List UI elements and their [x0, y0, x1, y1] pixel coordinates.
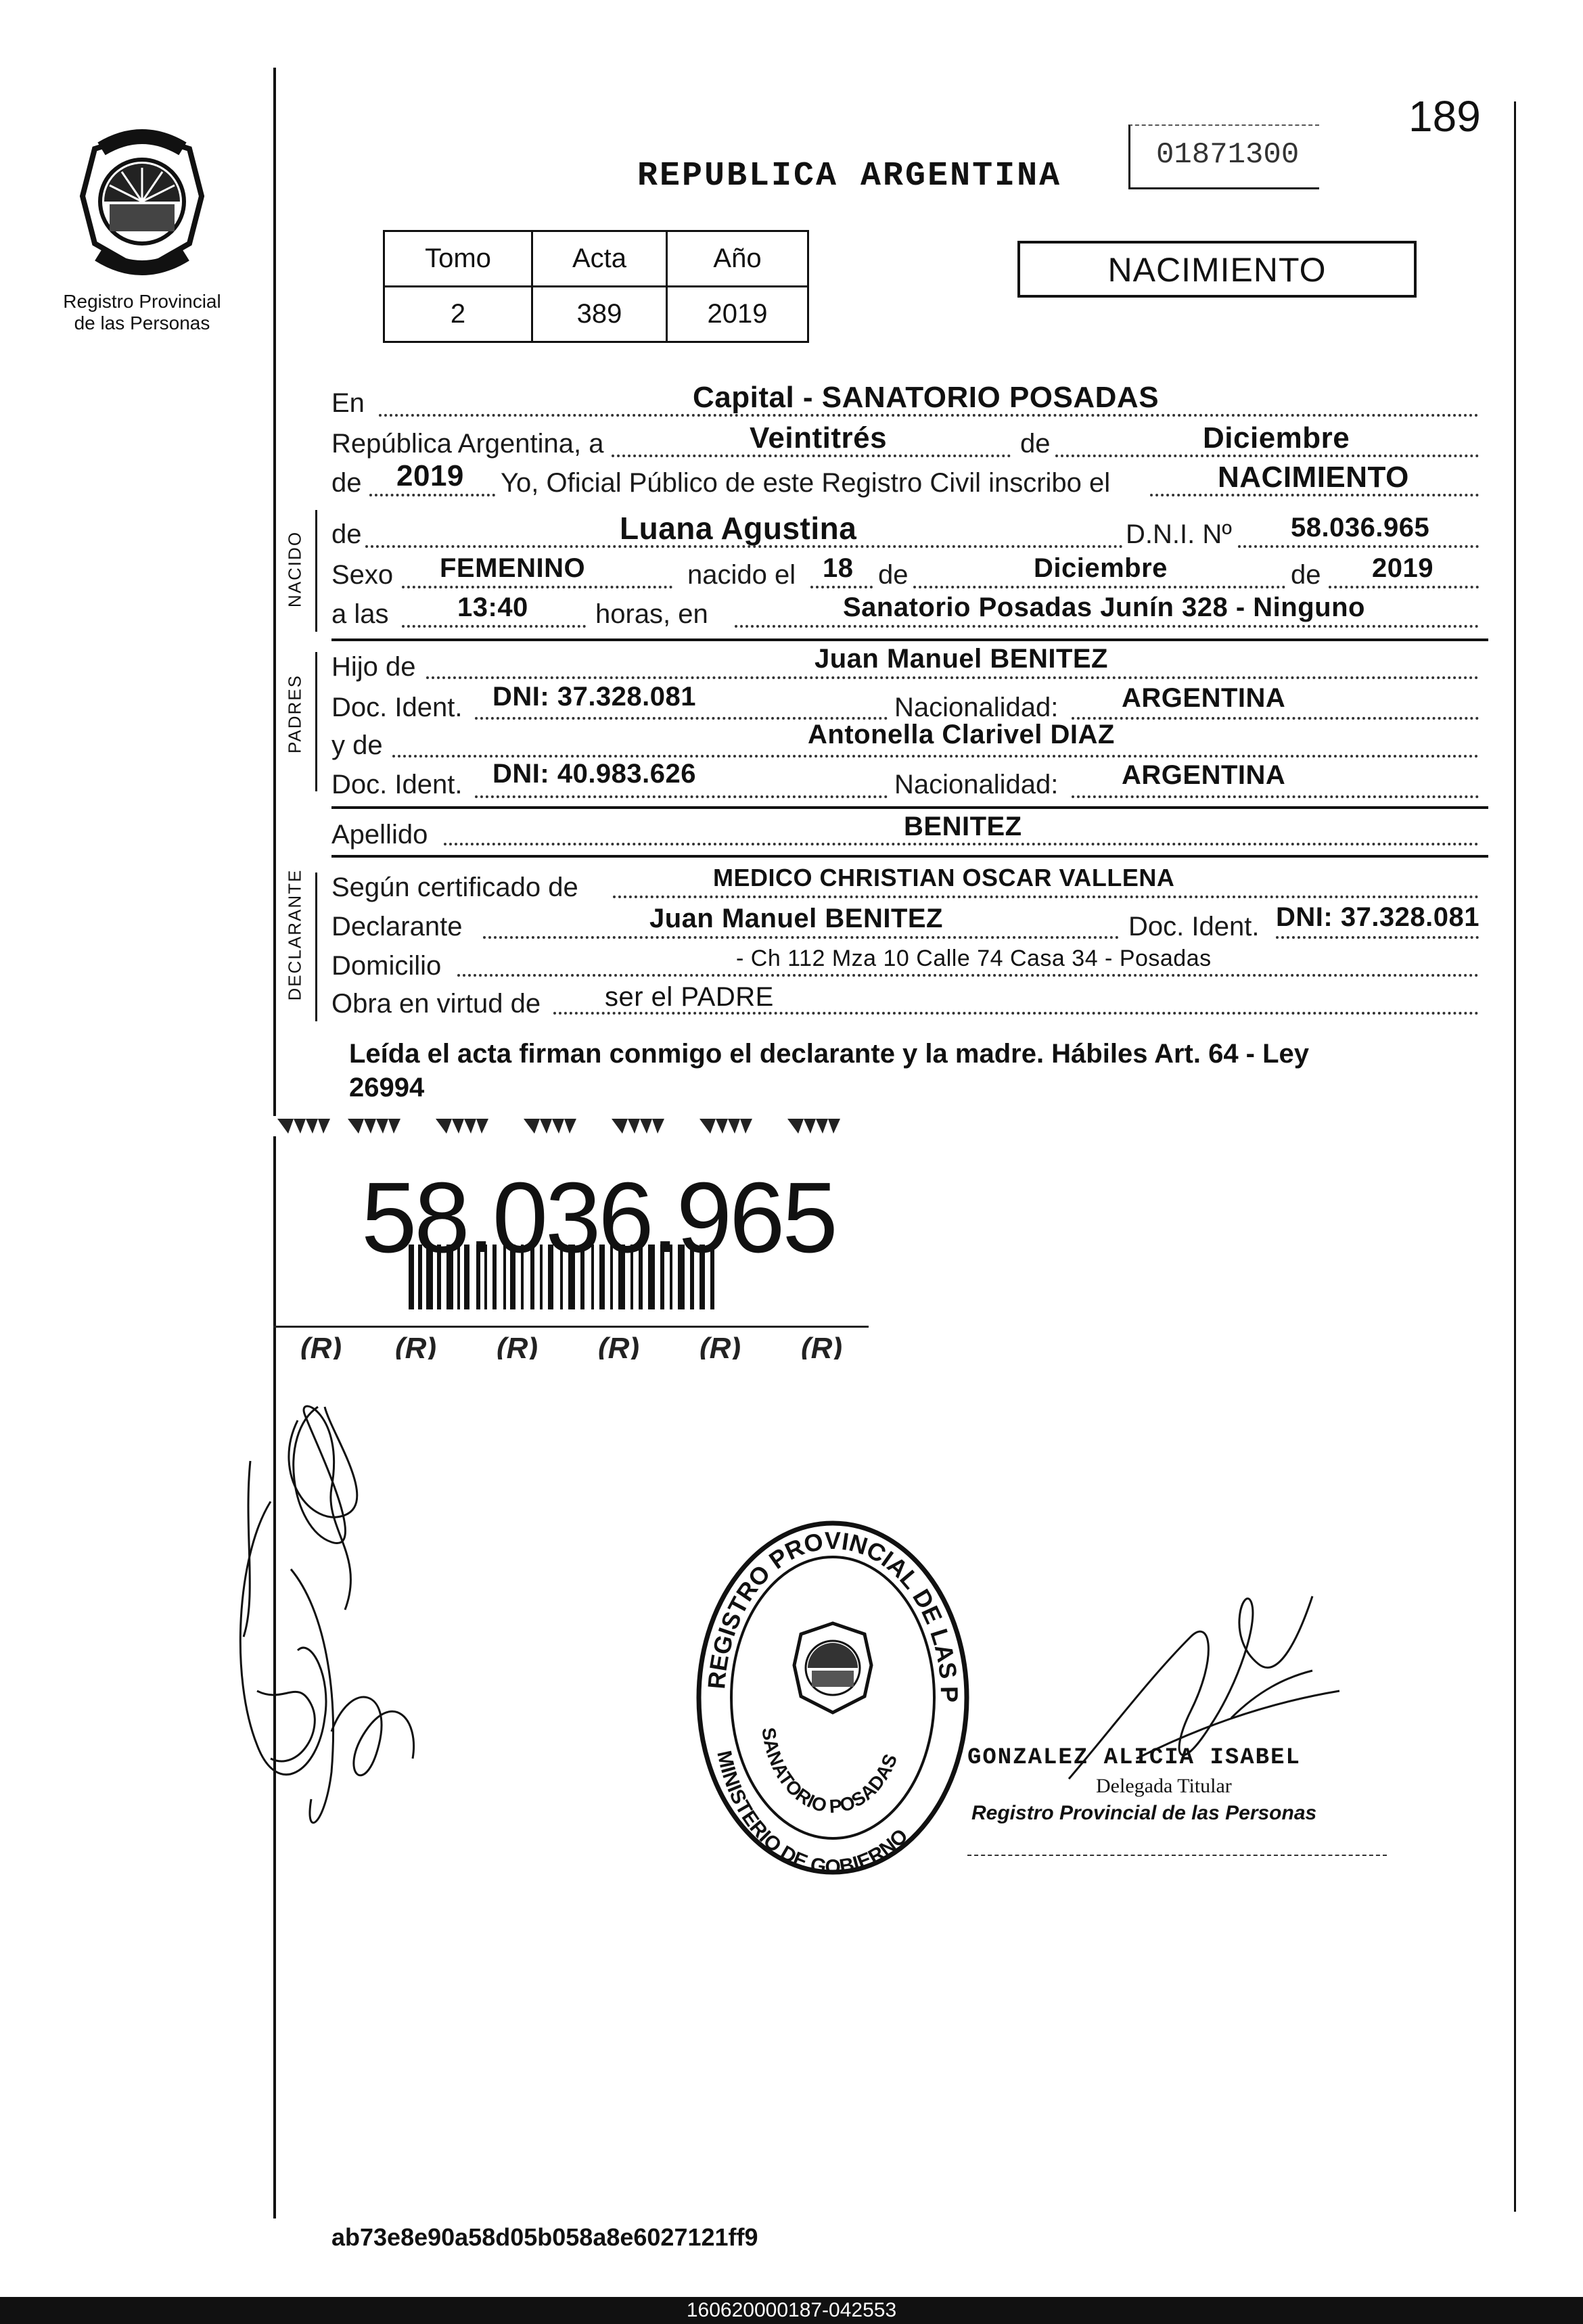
domicilio-label: Domicilio: [331, 951, 442, 981]
hijo-de-label: Hijo de: [331, 652, 416, 682]
dots: [392, 755, 1479, 758]
father-name: Juan Manuel BENITEZ: [815, 644, 1108, 674]
dots: [735, 625, 1479, 628]
footer-code: 160620000187-042553: [686, 2299, 897, 2321]
declarante-label: Declarante: [331, 912, 463, 942]
dots: [457, 974, 1479, 977]
place-value: Capital - SANATORIO POSADAS: [693, 381, 1160, 414]
svg-text:(R): (R): [300, 1332, 342, 1359]
column-header: Tomo: [384, 231, 532, 287]
nacionalidad-label: Nacionalidad:: [894, 770, 1059, 799]
horas-label: horas, en: [595, 599, 708, 629]
footer-bar: [0, 2297, 1583, 2324]
act-value: NACIMIENTO: [1218, 461, 1409, 494]
mother-name: Antonella Clarivel DIAZ: [808, 720, 1115, 749]
declarante-name: Juan Manuel BENITEZ: [649, 904, 943, 933]
y-de-label: y de: [331, 730, 383, 760]
svg-text:SANATORIO POSADAS: [758, 1726, 901, 1817]
de-label: de: [878, 560, 909, 590]
stamp-inner-text: SANATORIO POSADAS: [758, 1726, 902, 1817]
dots: [444, 843, 1479, 845]
republica-label: República Argentina, a: [331, 429, 604, 459]
section-divider: [331, 638, 1488, 641]
record-table-row: [384, 287, 808, 342]
birth-day: 18: [823, 553, 854, 583]
province-logo: [74, 129, 210, 291]
dots: [1072, 717, 1479, 720]
doc-ident-label: Doc. Ident.: [1128, 912, 1260, 942]
domicilio-value: - Ch 112 Mza 10 Calle 74 Casa 34 - Posadas: [736, 946, 1212, 971]
dots: [1238, 545, 1479, 548]
serial-number-box: [1128, 124, 1319, 189]
column-header: Acta: [532, 231, 666, 287]
svg-text:(R): (R): [497, 1332, 538, 1359]
child-dni: 58.036.965: [1291, 513, 1430, 542]
sticker-number: 58.036.965: [361, 1162, 835, 1274]
dots: [810, 586, 873, 588]
sexo-value: FEMENINO: [440, 553, 586, 583]
security-sticker: [273, 1109, 869, 1359]
dots: [379, 414, 1479, 417]
child-name: Luana Agustina: [620, 511, 857, 546]
padres-side-label: PADRES: [284, 674, 305, 753]
en-label: En: [331, 388, 365, 418]
document-hash: ab73e8e90a58d05b058a8e6027121ff9: [331, 2223, 758, 2251]
act-type-box: [1017, 241, 1417, 298]
record-table-header: [384, 231, 808, 287]
obra-value: ser el PADRE: [605, 982, 774, 1012]
de-label: de: [1291, 560, 1321, 590]
column-header: Año: [666, 231, 808, 287]
birth-year: 2019: [1372, 553, 1433, 583]
declarante-doc: DNI: 37.328.081: [1276, 902, 1480, 932]
dots: [426, 676, 1479, 679]
birth-month: Diciembre: [1034, 553, 1168, 583]
certificado-label: Según certificado de: [331, 873, 578, 902]
nacido-el-label: nacido el: [687, 560, 796, 590]
dots: [402, 586, 672, 588]
dots: [483, 936, 1119, 939]
father-nationality: ARGENTINA: [1122, 683, 1286, 713]
stamp-bottom-text: MINISTERIO DE GOBIERNO: [712, 1748, 913, 1879]
dots: [1055, 455, 1479, 457]
doc-ident-label: Doc. Ident.: [331, 770, 463, 799]
padres-bracket: [315, 652, 317, 791]
year-value: 2019: [396, 459, 464, 492]
a-las-label: a las: [331, 599, 389, 629]
serial-number: 01871300: [1156, 138, 1300, 172]
birth-place: Sanatorio Posadas Junín 328 - Ninguno: [843, 592, 1365, 622]
dots: [913, 586, 1285, 588]
svg-text:(R): (R): [395, 1332, 437, 1359]
dots: [1276, 936, 1479, 939]
mother-nationality: ARGENTINA: [1122, 760, 1286, 790]
section-divider: [331, 806, 1488, 809]
dots: [553, 1012, 1479, 1015]
de-label: de: [331, 468, 362, 498]
de-label: de: [331, 519, 362, 549]
signatory-office: Registro Provincial de las Personas: [971, 1802, 1317, 1824]
country-title: REPUBLICA ARGENTINA: [637, 157, 1062, 195]
certificado-value: MEDICO CHRISTIAN OSCAR VALLENA: [713, 864, 1175, 891]
official-stamp: [687, 1515, 978, 1880]
record-table: [383, 230, 809, 343]
act-type: NACIMIENTO: [1107, 251, 1327, 289]
stamp-outer-text: REGISTRO PROVINCIAL DE LAS P: [702, 1526, 964, 1703]
right-margin-rule: [1514, 101, 1516, 2212]
signatory-name: GONZALEZ ALICIA ISABEL: [967, 1745, 1301, 1771]
dots: [613, 896, 1479, 898]
declarant-signature: [230, 1393, 460, 1853]
father-doc: DNI: 37.328.081: [492, 682, 697, 712]
dots: [369, 494, 495, 496]
dots: [612, 455, 1011, 457]
birth-time: 13:40: [457, 592, 528, 622]
de-label: de: [1020, 429, 1051, 459]
anio-value: 2019: [666, 287, 808, 342]
mother-doc: DNI: 40.983.626: [492, 759, 697, 789]
nacido-side-label: NACIDO: [284, 530, 305, 608]
dni-label: D.N.I. Nº: [1126, 519, 1232, 549]
dots: [475, 795, 888, 798]
signatory-role: Delegada Titular: [1096, 1775, 1232, 1797]
dots: [1072, 795, 1479, 798]
sexo-label: Sexo: [331, 560, 394, 590]
month-value: Diciembre: [1203, 421, 1350, 455]
closing-line-1: Leída el acta firman conmigo el declarante y la madre. Hábiles Art. 64 - Ley: [349, 1039, 1310, 1069]
signature-underline: [967, 1855, 1387, 1856]
svg-text:(R): (R): [598, 1332, 640, 1359]
tomo-value: 2: [384, 287, 532, 342]
page-number: 189: [1408, 92, 1481, 141]
acta-value: 389: [532, 287, 666, 342]
day-value: Veintitrés: [750, 421, 888, 455]
logo-caption-line2: de las Personas: [74, 312, 210, 333]
stamp-emblem: [794, 1623, 871, 1713]
apellido-label: Apellido: [331, 820, 428, 850]
svg-text:(R): (R): [801, 1332, 843, 1359]
declarante-bracket: [315, 873, 317, 1021]
nacido-bracket: [315, 510, 317, 632]
dots: [402, 625, 586, 628]
dots: [1329, 586, 1479, 588]
nacionalidad-label: Nacionalidad:: [894, 693, 1059, 722]
apellido-value: BENITEZ: [904, 812, 1022, 841]
doc-ident-label: Doc. Ident.: [331, 693, 463, 722]
logo-caption-line1: Registro Provincial: [63, 291, 221, 312]
declarante-side-label: DECLARANTE: [284, 868, 305, 1001]
official-text: Yo, Oficial Público de este Registro Civil inscribo el: [501, 468, 1111, 498]
logo-caption: [41, 291, 244, 334]
closing-line-2: 26994: [349, 1073, 425, 1102]
section-divider: [331, 855, 1488, 858]
svg-text:(R): (R): [699, 1332, 741, 1359]
signatory-block: [967, 1745, 1319, 1825]
dots: [1150, 494, 1479, 496]
obra-label: Obra en virtud de: [331, 989, 541, 1019]
